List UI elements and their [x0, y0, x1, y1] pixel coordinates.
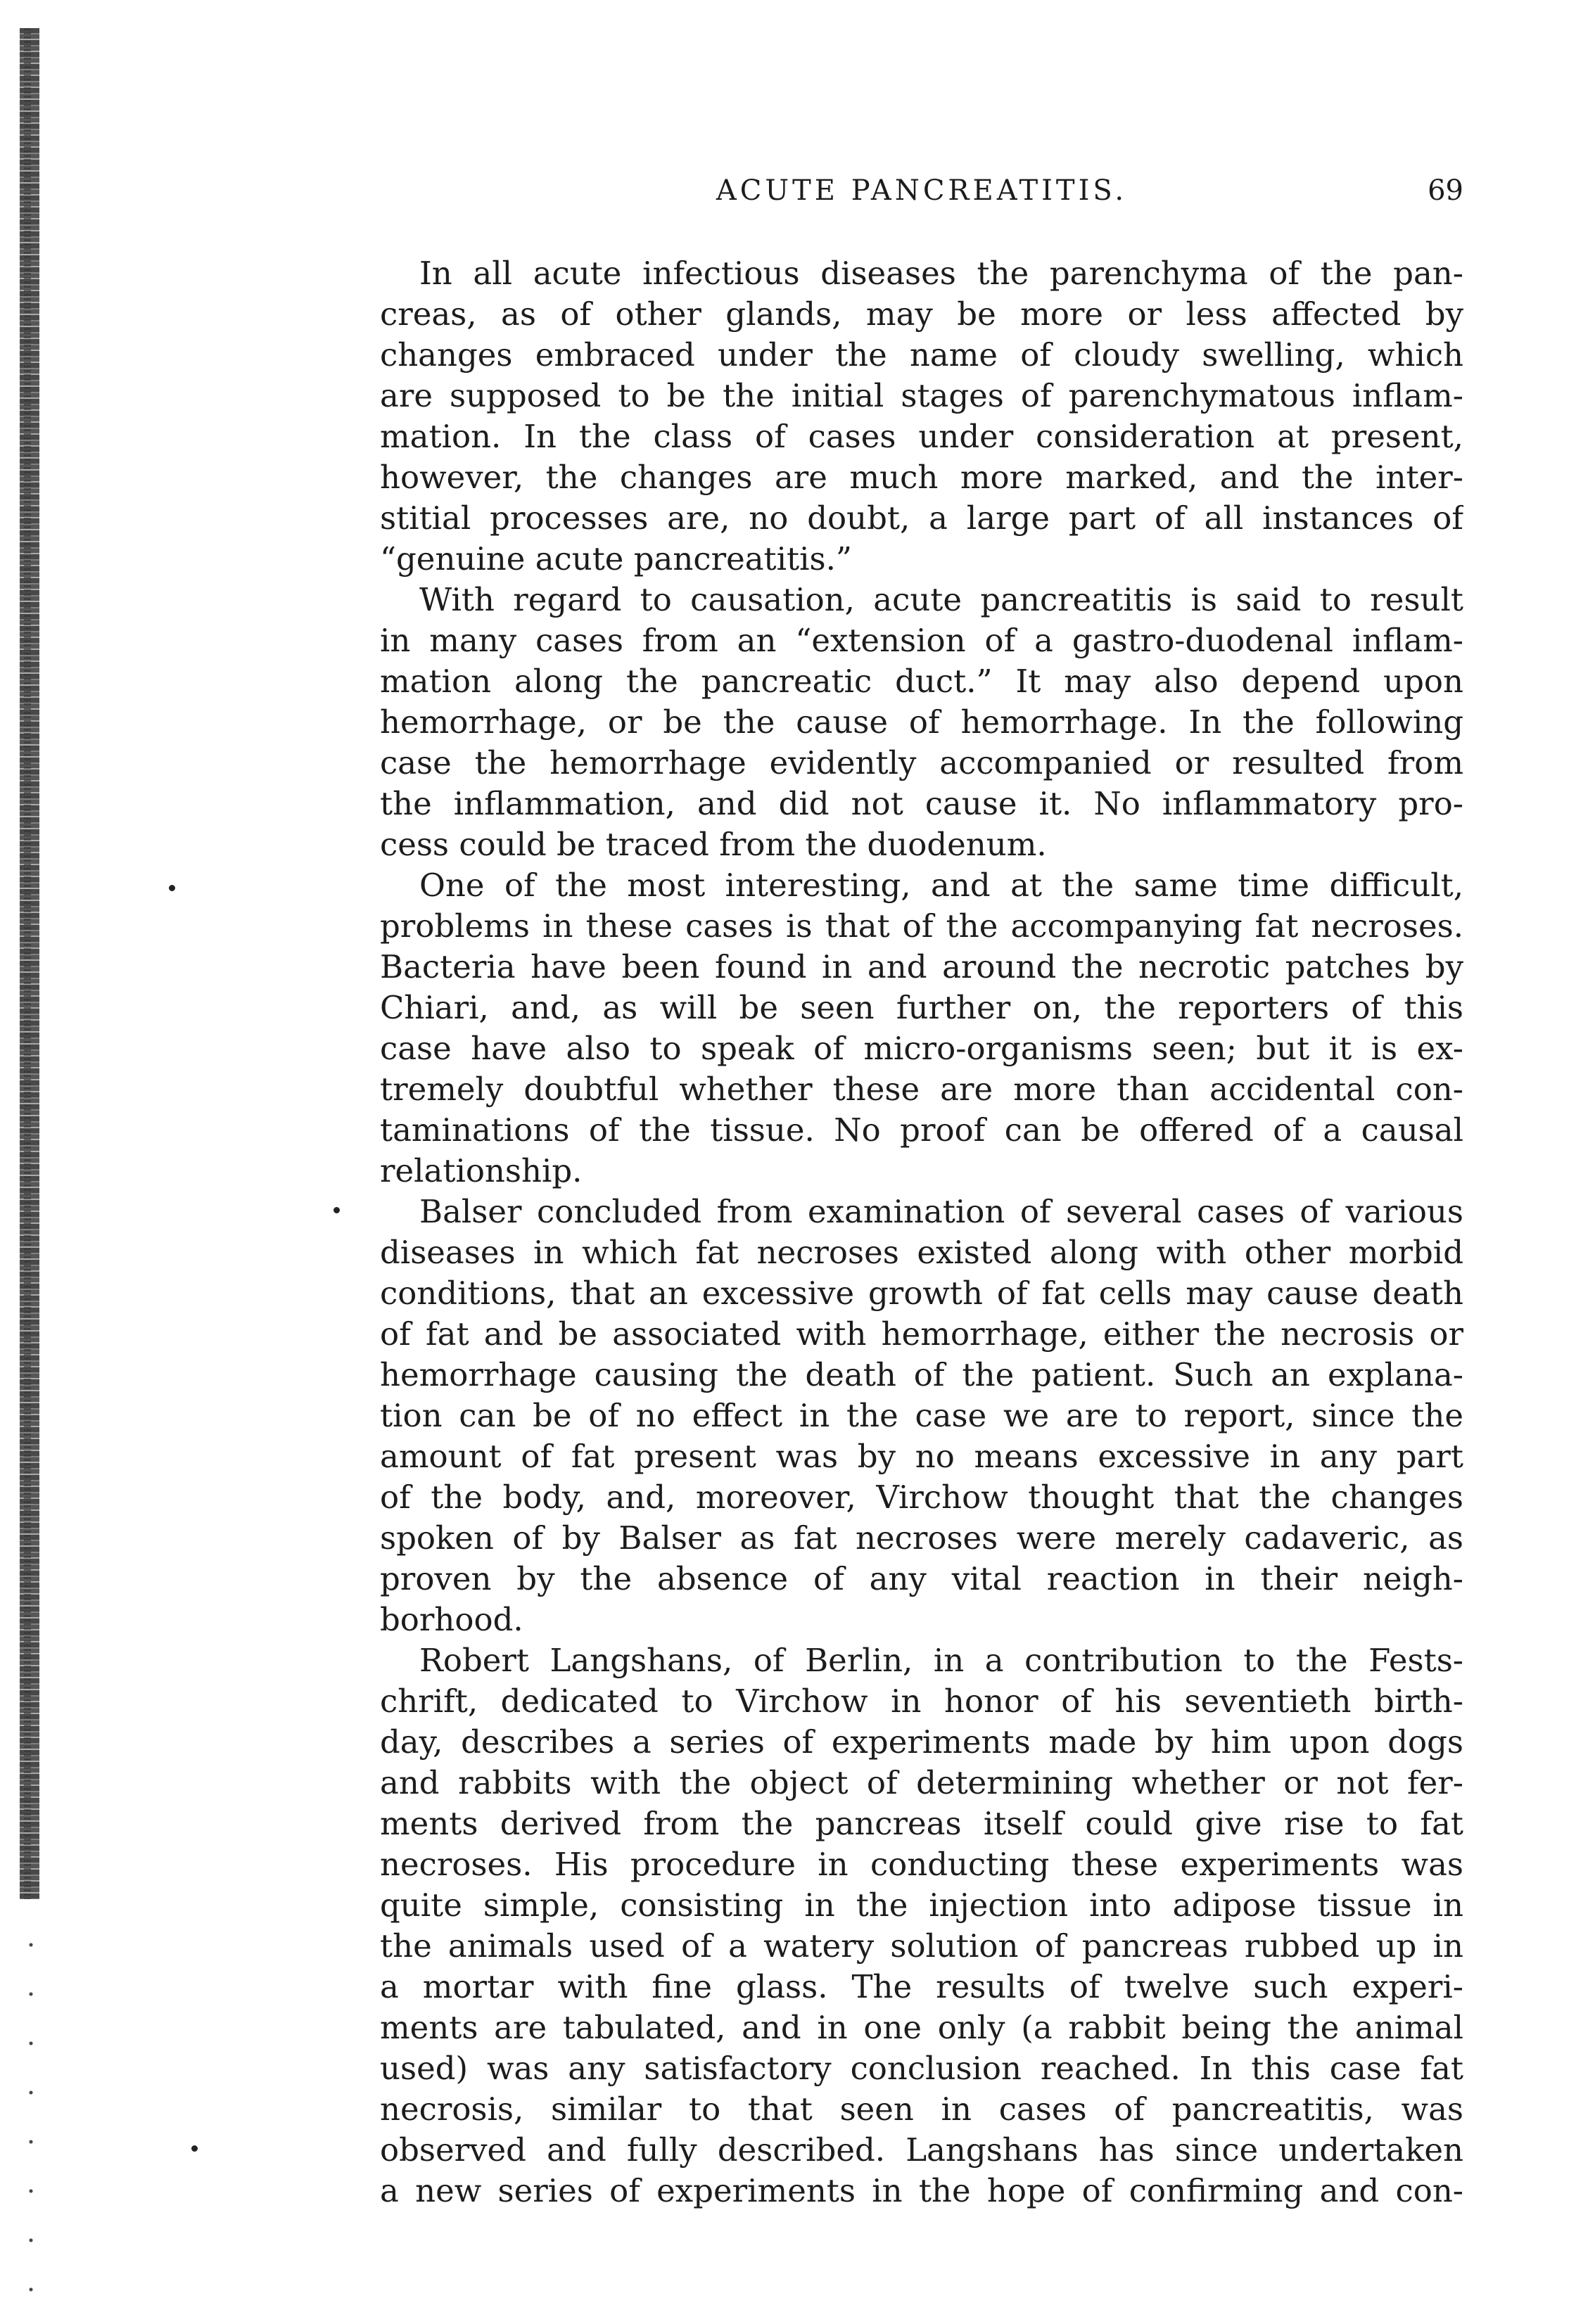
text-line: are supposed to be the initial stages of parenchymatous inflam- — [380, 377, 1463, 414]
margin-mark — [169, 885, 175, 891]
paragraph — [380, 865, 1463, 1192]
text-line: and rabbits with the object of determining whether or not fer- — [380, 1764, 1463, 1801]
text-line: quite simple, consisting in the injection into adipose tissue in — [380, 1886, 1463, 1924]
text-line: conditions, that an excessive growth of fat cells may cause death — [380, 1275, 1463, 1312]
text-line: Balser concluded from examination of several cases of various — [419, 1193, 1463, 1230]
text-line: proven by the absence of any vital reaction in their neigh- — [380, 1560, 1463, 1597]
paragraph — [380, 1192, 1463, 1640]
text-line: case the hemorrhage evidently accompanied or resulted from — [380, 744, 1463, 781]
text-line: With regard to causation, acute pancreatitis is said to result — [419, 581, 1463, 618]
text-line: Robert Langshans, of Berlin, in a contribution to the Fests- — [419, 1642, 1463, 1679]
text-line: a mortar with fine glass. The results of twelve such experi- — [380, 1968, 1463, 2005]
paragraph — [380, 1640, 1463, 2211]
text-line: a new series of experiments in the hope of confirming and con- — [380, 2172, 1463, 2209]
text-line: observed and fully described. Langshans has since undertaken — [380, 2131, 1463, 2169]
text-line: creas, as of other glands, may be more or less affected by — [380, 295, 1463, 333]
text-line: Bacteria have been found in and around the necrotic patches by — [380, 948, 1463, 985]
margin-mark — [191, 2145, 198, 2152]
text-line: mation. In the class of cases under consideration at present, — [380, 418, 1463, 455]
text-line: One of the most interesting, and at the same time difficult, — [419, 867, 1463, 904]
text-line: tion can be of no effect in the case we are to report, since the — [380, 1397, 1463, 1434]
text-line: “genuine acute pancreatitis.” — [380, 540, 852, 577]
paragraph — [380, 253, 1463, 580]
text-line: spoken of by Balser as fat necroses were merely cadaveric, as — [380, 1519, 1463, 1557]
text-line: of fat and be associated with hemorrhage, either the necrosis or — [380, 1315, 1463, 1353]
text-line: case have also to speak of micro-organisms seen; but it is ex- — [380, 1030, 1463, 1067]
text-line: Chiari, and, as will be seen further on, the reporters of this — [380, 989, 1463, 1026]
text-line: relationship. — [380, 1152, 583, 1189]
text-line: necrosis, similar to that seen in cases of pancreatitis, was — [380, 2090, 1463, 2128]
text-line: used) was any satisfactory conclusion reached. In this case fat — [380, 2050, 1463, 2087]
text-line: problems in these cases is that of the accompanying fat necroses. — [380, 907, 1463, 945]
text-line: cess could be traced from the duodenum. — [380, 826, 1047, 863]
text-line: tremely doubtful whether these are more than accidental con- — [380, 1071, 1463, 1108]
running-head-title: ACUTE PANCREATITIS. — [716, 174, 1128, 207]
text-line: hemorrhage, or be the cause of hemorrhage. In the following — [380, 703, 1463, 741]
margin-specks — [28, 1920, 34, 2314]
text-line: of the body, and, moreover, Virchow thought that the changes — [380, 1479, 1463, 1516]
text-line: hemorrhage causing the death of the patient. Such an explana- — [380, 1356, 1463, 1393]
margin-mark — [333, 1207, 340, 1213]
text-line: necroses. His procedure in conducting these experiments was — [380, 1846, 1463, 1883]
text-line: diseases in which fat necroses existed along with other morbid — [380, 1234, 1463, 1271]
text-line: ments derived from the pancreas itself could give rise to fat — [380, 1805, 1463, 1842]
page-number: 69 — [1428, 174, 1463, 207]
text-line: ments are tabulated, and in one only (a rabbit being the animal — [380, 2009, 1463, 2046]
binding-edge — [20, 28, 39, 1899]
text-line: day, describes a series of experiments made by him upon dogs — [380, 1723, 1463, 1761]
text-line: stitial processes are, no doubt, a large part of all instances of — [380, 499, 1463, 537]
text-line: taminations of the tissue. No proof can be offered of a causal — [380, 1111, 1463, 1149]
text-line: changes embraced under the name of cloudy swelling, which — [380, 336, 1463, 374]
text-line: the animals used of a watery solution of pancreas rubbed up in — [380, 1927, 1463, 1965]
paragraph — [380, 580, 1463, 865]
text-line: chrift, dedicated to Virchow in honor of his seventieth birth- — [380, 1683, 1463, 1720]
text-line: in many cases from an “extension of a gastro-duodenal inflam- — [380, 622, 1463, 659]
text-line: borhood. — [380, 1601, 523, 1638]
text-line: mation along the pancreatic duct.” It may also depend upon — [380, 663, 1463, 700]
text-line: In all acute infectious diseases the parenchyma of the pan- — [419, 255, 1463, 292]
text-line: however, the changes are much more marked, and the inter- — [380, 459, 1463, 496]
text-line: the inflammation, and did not cause it. No inflammatory pro- — [380, 785, 1463, 822]
body-text — [380, 253, 1463, 2211]
running-head — [380, 174, 1463, 224]
text-line: amount of fat present was by no means excessive in any part — [380, 1438, 1463, 1475]
